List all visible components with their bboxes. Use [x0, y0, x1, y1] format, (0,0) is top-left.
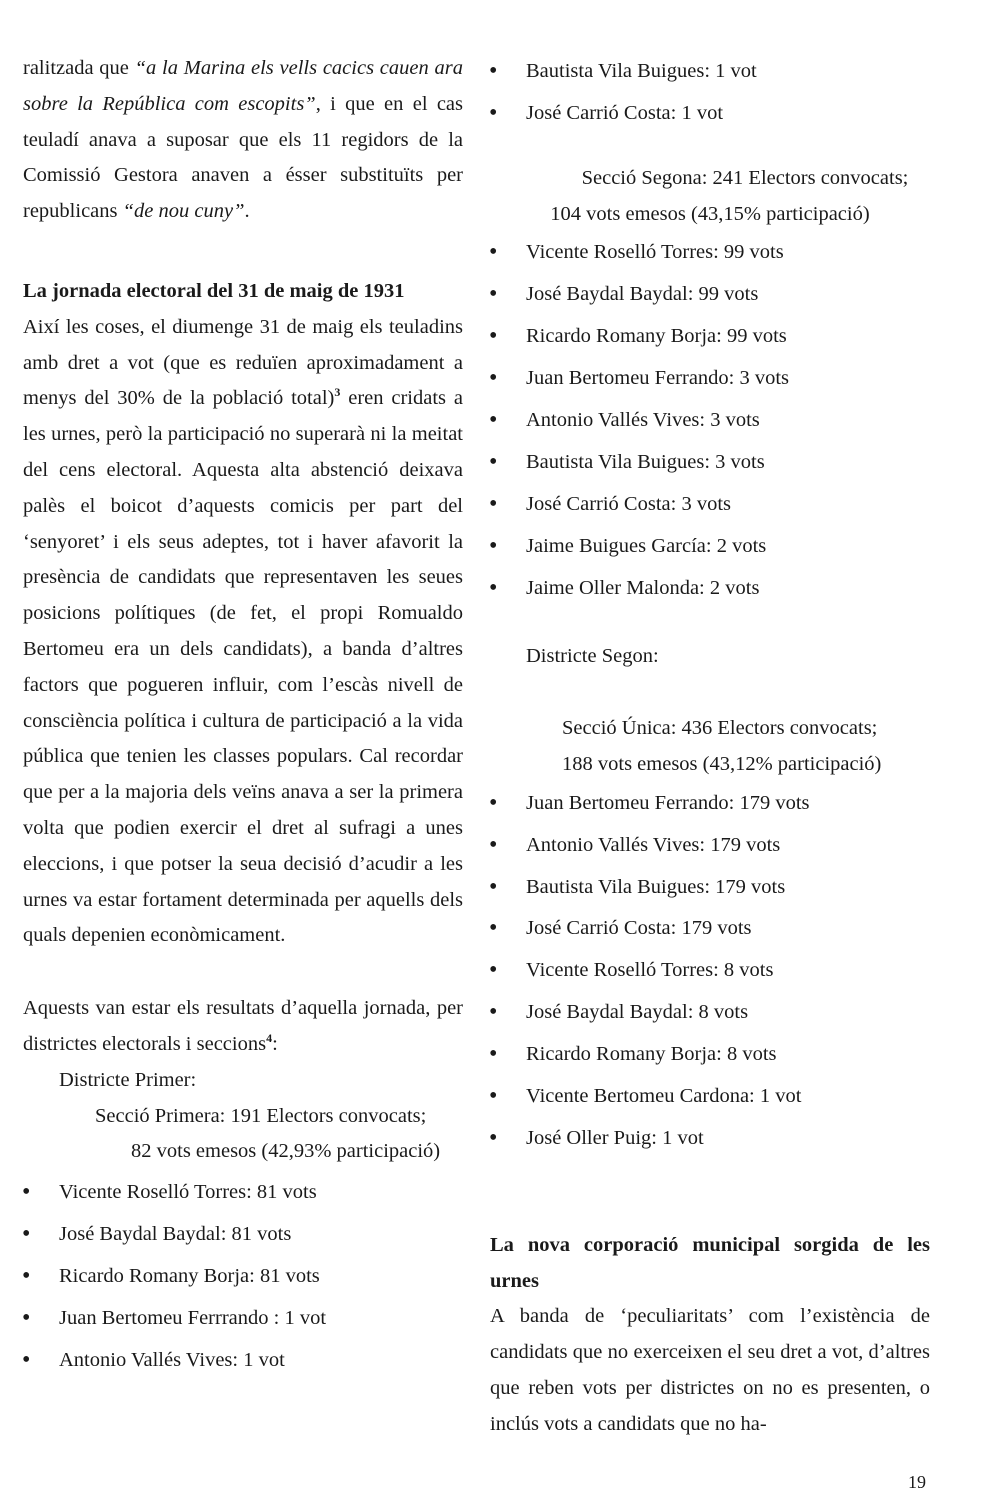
district-title: Districte Segon: [526, 645, 659, 668]
footnote-ref: 4 [266, 1031, 273, 1046]
section-header [490, 161, 930, 233]
section-header [490, 711, 930, 783]
list-item: • Vicente Roselló Torres: 99 vots [490, 232, 930, 274]
section-line: Secció Primera: 191 Electors convocats; [95, 1104, 427, 1127]
list-item: • Vicente Roselló Torres: 81 vots [23, 1172, 463, 1214]
list-item: • Antonio Vallés Vives: 3 vots [490, 400, 930, 442]
page-number: 19 [908, 1472, 926, 1492]
list-item: • Bautista Vila Buigues: 1 vot [490, 51, 930, 93]
section-heading: La jornada electoral del 31 de maig de 1931 [23, 279, 405, 302]
list-item: • Juan Bertomeu Ferrrando : 1 vot [23, 1298, 463, 1340]
section-line: 104 vots emesos (43,15% participació) [550, 202, 870, 225]
list-item: • Bautista Vila Buigues: 3 vots [490, 442, 930, 484]
paragraph-text: Aquests van estar els resultats d’aquella jornada, per districtes electorals i seccions [23, 997, 463, 1055]
district-title: Districte Primer: [59, 1068, 197, 1091]
list-item: • Ricardo Romany Borja: 81 vots [23, 1256, 463, 1298]
intro-text: ralitzada que [23, 57, 135, 79]
section-heading: La nova corporació municipal sorgida de les urnes [490, 1233, 930, 1292]
list-item: • Ricardo Romany Borja: 8 vots [490, 1034, 930, 1076]
section-line: 82 vots emesos (42,93% participació) [131, 1140, 441, 1163]
results-list [490, 51, 930, 135]
paragraph-text: Així les coses, el diumenge 31 de maig els teuladins amb dret a vot (que es reduïen aproximadament a menys del 30% de la població total) [23, 315, 463, 410]
list-item: • Vicente Bertomeu Cardona: 1 vot [490, 1076, 930, 1118]
section-line: Secció Segona: 241 Electors convocats; [581, 166, 909, 189]
list-item: • Bautista Vila Buigues: 179 vots [490, 867, 930, 909]
list-item: • Jaime Buigues García: 2 vots [490, 526, 930, 568]
section-line: 188 vots emesos (43,12% participació) [562, 752, 882, 775]
intro-text: . [244, 200, 250, 223]
results-list [23, 1172, 463, 1381]
left-column [23, 0, 463, 1382]
list-item: • Vicente Roselló Torres: 8 vots [490, 950, 930, 992]
footnote-ref: 3 [334, 385, 341, 400]
list-item: • José Carrió Costa: 1 vot [490, 93, 930, 135]
body-paragraph: A banda de ‘peculiaritats’ com l’existència de candidats que no exerceixen el seu dret a vot, d’altres que reben vots per districtes on no es presenten, o inclús vots a candidats que no ha- [490, 1305, 930, 1435]
list-item: • Juan Bertomeu Ferrando: 179 vots [490, 783, 930, 825]
section-line: Secció Única: 436 Electors convocats; [562, 717, 878, 740]
results-list [490, 783, 930, 1160]
paragraph-text: : [272, 1032, 278, 1055]
list-item: • José Baydal Baydal: 99 vots [490, 274, 930, 316]
intro-quote: “a la Marina els vells cacics cauen ara sobre la República com escopits” [23, 57, 463, 115]
list-item: • Antonio Vallés Vives: 1 vot [23, 1340, 463, 1382]
results-intro [23, 991, 463, 1063]
list-item: • Jaime Oller Malonda: 2 vots [490, 568, 930, 610]
right-column [490, 0, 930, 1443]
list-item: • José Carrió Costa: 3 vots [490, 484, 930, 526]
list-item: • Ricardo Romany Borja: 99 vots [490, 316, 930, 358]
list-item: • Juan Bertomeu Ferrando: 3 vots [490, 358, 930, 400]
intro-text: , i que en el cas teuladí anava a suposar que els 11 regidors de la Comissió Gestora anaven a ésser substituïts per republicans [23, 92, 463, 223]
paragraph-text: eren cridats a les urnes, però la participació no superarà ni la meitat del cens electoral. Aquesta alta abstenció deixava palès el boicot d’aquests comicis per part del ‘senyoret’ i els seus adeptes, tot i haver afavorit la presència de candidats que representaven les seues posicions polítiques (de fet, el propi Romualdo Bertomeu era un dels candidats), a banda d’altres factors que pogueren influir, com l’escàs nivell de consciència política i cultura de participació a la vida pública que tenien les classes populars. Cal recordar que per a la majoria dels veïns anava a ser la primera volta que podien exercir el dret al sufragi a unes eleccions, i que potser la seua decisió d’acudir a les urnes va estar fortament determinada per aquells dels quals depenien econòmicament. [23, 387, 463, 947]
body-paragraph [23, 310, 463, 954]
intro-quote: “de nou cuny” [122, 200, 245, 223]
list-item: • José Oller Puig: 1 vot [490, 1118, 930, 1160]
list-item: • José Baydal Baydal: 8 vots [490, 992, 930, 1034]
results-list [490, 232, 930, 609]
list-item: • José Carrió Costa: 179 vots [490, 908, 930, 950]
intro-paragraph [23, 51, 463, 230]
list-item: • Antonio Vallés Vives: 179 vots [490, 825, 930, 867]
list-item: • José Baydal Baydal: 81 vots [23, 1214, 463, 1256]
